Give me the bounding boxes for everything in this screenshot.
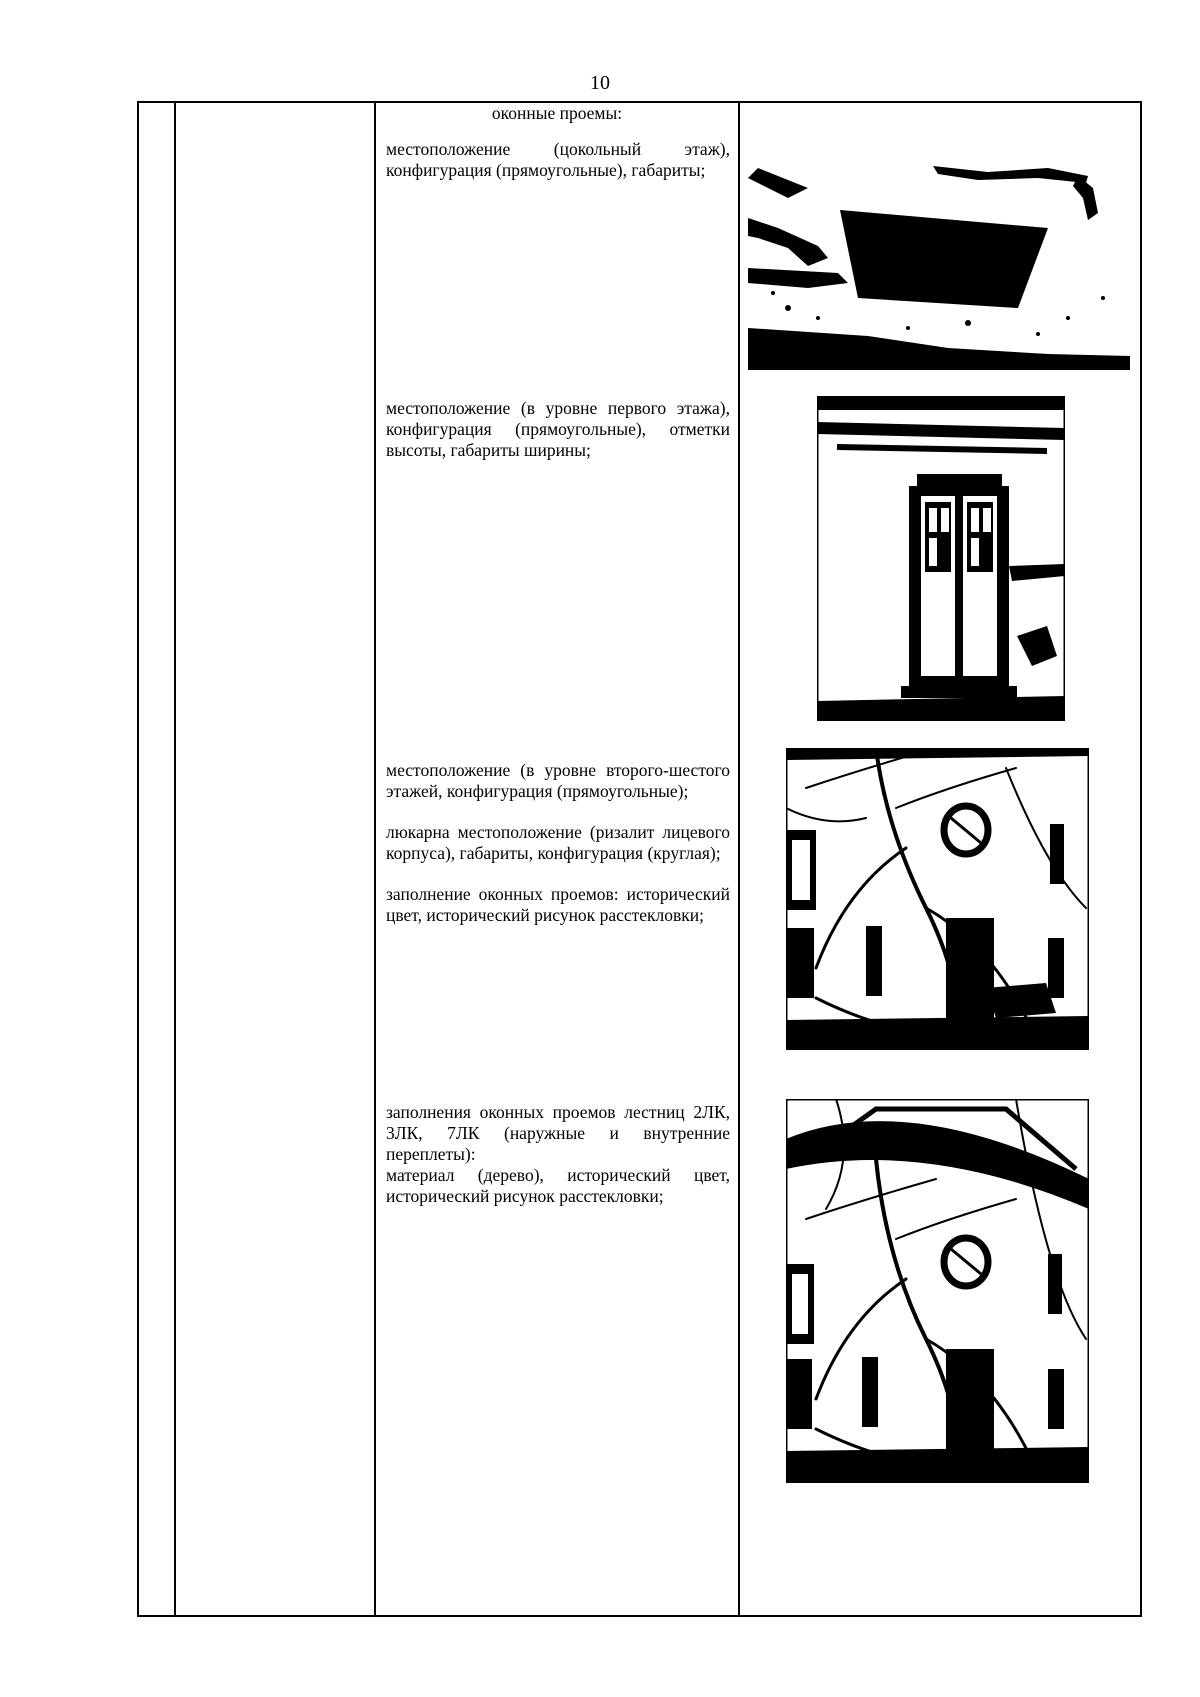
table-border-col-4 [738, 101, 740, 1617]
row-4-text [386, 1102, 730, 1207]
row-1-paragraph: местоположение (цокольный этаж), конфигурация (прямоугольные), габариты; [386, 139, 730, 180]
row-4-paragraph-1: заполнения оконных проемов лестниц 2ЛК, 3ЛК, 7ЛК (наружные и внутренние переплеты): [386, 1102, 730, 1164]
row-4-paragraph-2: материал (дерево), исторический цвет, исторический рисунок расстекловки; [386, 1165, 730, 1206]
page-number: 10 [590, 72, 610, 94]
row-3-text [386, 760, 730, 926]
row-3-paragraph-2: люкарна местоположение (ризалит лицевого корпуса), габариты, конфигурация (круглая); [386, 822, 730, 863]
facade-dormer-photo [786, 748, 1089, 1050]
row-3-paragraph-3: заполнение оконных проемов: исторический цвет, исторический рисунок расстекловки; [386, 884, 730, 925]
table-border-col-2 [174, 101, 176, 1617]
row-1-text [386, 139, 730, 181]
basement-window-photo [748, 158, 1130, 370]
table-border-col-3 [374, 101, 376, 1617]
section-header: оконные проемы: [491, 103, 623, 123]
ground-floor-window-photo [817, 396, 1065, 721]
row-2-paragraph: местоположение (в уровне первого этажа), конфигурация (прямоугольные), отметки высоты, габариты ширины; [386, 398, 730, 460]
row-3-paragraph-1: местоположение (в уровне второго-шестого этажей, конфигурация (прямоугольные); [386, 760, 730, 801]
table-border-col-5 [1140, 101, 1142, 1617]
row-2-text [386, 398, 730, 461]
stair-window-facade-photo [786, 1099, 1089, 1483]
table-bottom-border [137, 1615, 1142, 1617]
table-border-col-1 [137, 101, 139, 1617]
